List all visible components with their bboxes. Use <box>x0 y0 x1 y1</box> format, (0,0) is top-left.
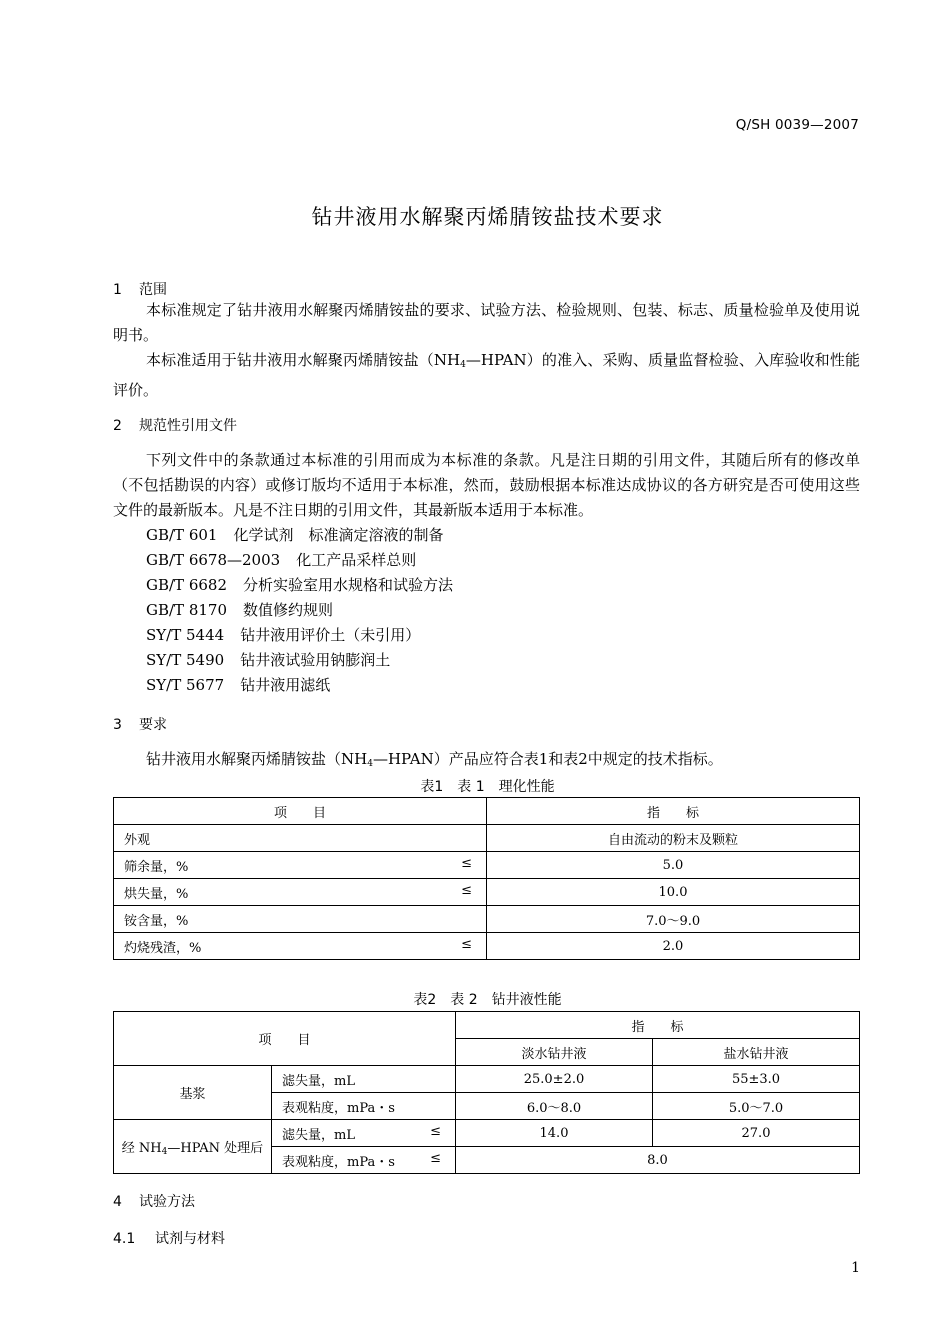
fresh-value: 25.0±2.0 <box>456 1066 653 1093</box>
section-number: 4 <box>113 1194 122 1210</box>
header-index: 指 标 <box>456 1012 860 1039</box>
section-title: 试剂与材料 <box>155 1231 225 1247</box>
section-4-heading <box>113 1191 195 1211</box>
item-value: 10.0 <box>487 879 860 906</box>
section-1-paragraph-1: 本标准规定了钻井液用水解聚丙烯腈铵盐的要求、试验方法、检验规则、包装、标志、质量检验单及使用说明书。 <box>113 301 860 344</box>
page-title: 钻井液用水解聚丙烯腈铵盐技术要求 <box>311 205 664 229</box>
item-label: 滤失量，mL <box>272 1066 456 1093</box>
section-1-paragraph-2: 本标准适用于钻井液用水解聚丙烯腈铵盐$(NH_4—HPAN)$的准入、采购、质量监督检验、入库验收和性能评价。 <box>113 351 860 399</box>
item-label: 筛余量，% <box>124 859 189 875</box>
table-row <box>114 825 860 852</box>
table-row <box>114 906 860 933</box>
item-value: 自由流动的粉末及颗粒 <box>487 825 860 852</box>
reference-item: SY/T 5490 钻井液试验用钠膨润土 <box>146 651 391 669</box>
table-1-caption: 表1 表 1 理化性能 <box>420 779 555 795</box>
reference-item: GB/T 8170 数值修约规则 <box>146 601 334 619</box>
item-value: 7.0～9.0 <box>487 906 860 933</box>
section-4-1-heading <box>113 1228 225 1248</box>
header-item: 项 目 <box>114 798 487 825</box>
table-row: 烘失量，% ≤ 10.0 <box>114 879 860 906</box>
section-title: 范围 <box>139 282 167 298</box>
reference-item: GB/T 6678—2003 化工产品采样总则 <box>146 551 417 569</box>
table-1 <box>113 797 860 960</box>
merged-value: 8.0 <box>456 1147 860 1174</box>
table-2 <box>113 1011 860 1174</box>
salt-value: 27.0 <box>653 1120 860 1147</box>
item-label: 外观 <box>124 832 151 848</box>
reference-item: SY/T 5444 钻井液用评价土（未引用） <box>146 626 421 644</box>
section-title: 试验方法 <box>139 1194 195 1210</box>
group-treated: 经 $NH_4—HPAN$ 处理后 <box>114 1120 272 1174</box>
item-label: 表观粘度，mPa・s <box>282 1154 395 1170</box>
fresh-value: 14.0 <box>456 1120 653 1147</box>
reference-item: GB/T 601 化学试剂 标准滴定溶液的制备 <box>146 526 444 544</box>
salt-value: 55±3.0 <box>653 1066 860 1093</box>
section-number: 1 <box>113 282 122 298</box>
table-row: 灼烧残渣，% ≤ 2.0 <box>114 933 860 960</box>
item-label: 烘失量，% <box>124 886 189 902</box>
section-2-paragraph: 下列文件中的条款通过本标准的引用而成为本标准的条款。凡是注日期的引用文件，其随后所有的修改单（不包括勘误的内容）或修订版均不适用于本标准，然而，鼓励根据本标准达成协议的各方研究是否可使用这些文件的最新版本。凡是不注日期的引用文件，其最新版本适用于本标准。 <box>113 451 860 519</box>
table-row: 筛余量，% ≤ 5.0 <box>114 852 860 879</box>
section-2-heading <box>113 415 237 435</box>
item-value: 5.0 <box>487 852 860 879</box>
reference-item: GB/T 6682 分析实验室用水规格和试验方法 <box>146 576 454 594</box>
item-value: 2.0 <box>487 933 860 960</box>
fresh-value: 6.0～8.0 <box>456 1093 653 1120</box>
salt-value: 5.0～7.0 <box>653 1093 860 1120</box>
section-3-paragraph: 钻井液用水解聚丙烯腈铵盐$(NH_4—HPAN)$产品应符合表1和表2中规定的技术指标。 <box>146 750 723 769</box>
page-number: 1 <box>851 1260 860 1276</box>
header-salt-water: 盐水钻井液 <box>653 1039 860 1066</box>
section-number: 3 <box>113 717 122 733</box>
table-header-row <box>114 1012 860 1039</box>
header-fresh-water: 淡水钻井液 <box>456 1039 653 1066</box>
section-title: 要求 <box>139 717 167 733</box>
document-number: Q/SH 0039—2007 <box>735 117 859 133</box>
section-number: 2 <box>113 418 122 434</box>
table-row: 经 $NH_4—HPAN$ 处理后 滤失量，mL ≤ 14.0 27.0 <box>114 1120 860 1147</box>
item-label: 铵含量，% <box>124 913 189 929</box>
section-number: 4.1 <box>113 1231 136 1247</box>
header-index: 指 标 <box>487 798 860 825</box>
table-2-caption: 表2 表 2 钻井液性能 <box>413 992 562 1008</box>
group-base-mud: 基浆 <box>114 1066 272 1120</box>
section-1-heading <box>113 279 167 299</box>
section-3-heading <box>113 714 167 734</box>
section-title: 规范性引用文件 <box>139 418 237 434</box>
item-label: 滤失量，mL <box>282 1127 355 1143</box>
table-header-row <box>114 798 860 825</box>
item-label: 灼烧残渣，% <box>124 940 202 956</box>
table-row: 表观粘度，mPa・s ≤ 8.0 <box>114 1147 860 1174</box>
table-row <box>114 1066 860 1093</box>
header-item: 项 目 <box>114 1012 456 1066</box>
item-label: 表观粘度，mPa・s <box>272 1093 456 1120</box>
reference-item: SY/T 5677 钻井液用滤纸 <box>146 676 331 694</box>
